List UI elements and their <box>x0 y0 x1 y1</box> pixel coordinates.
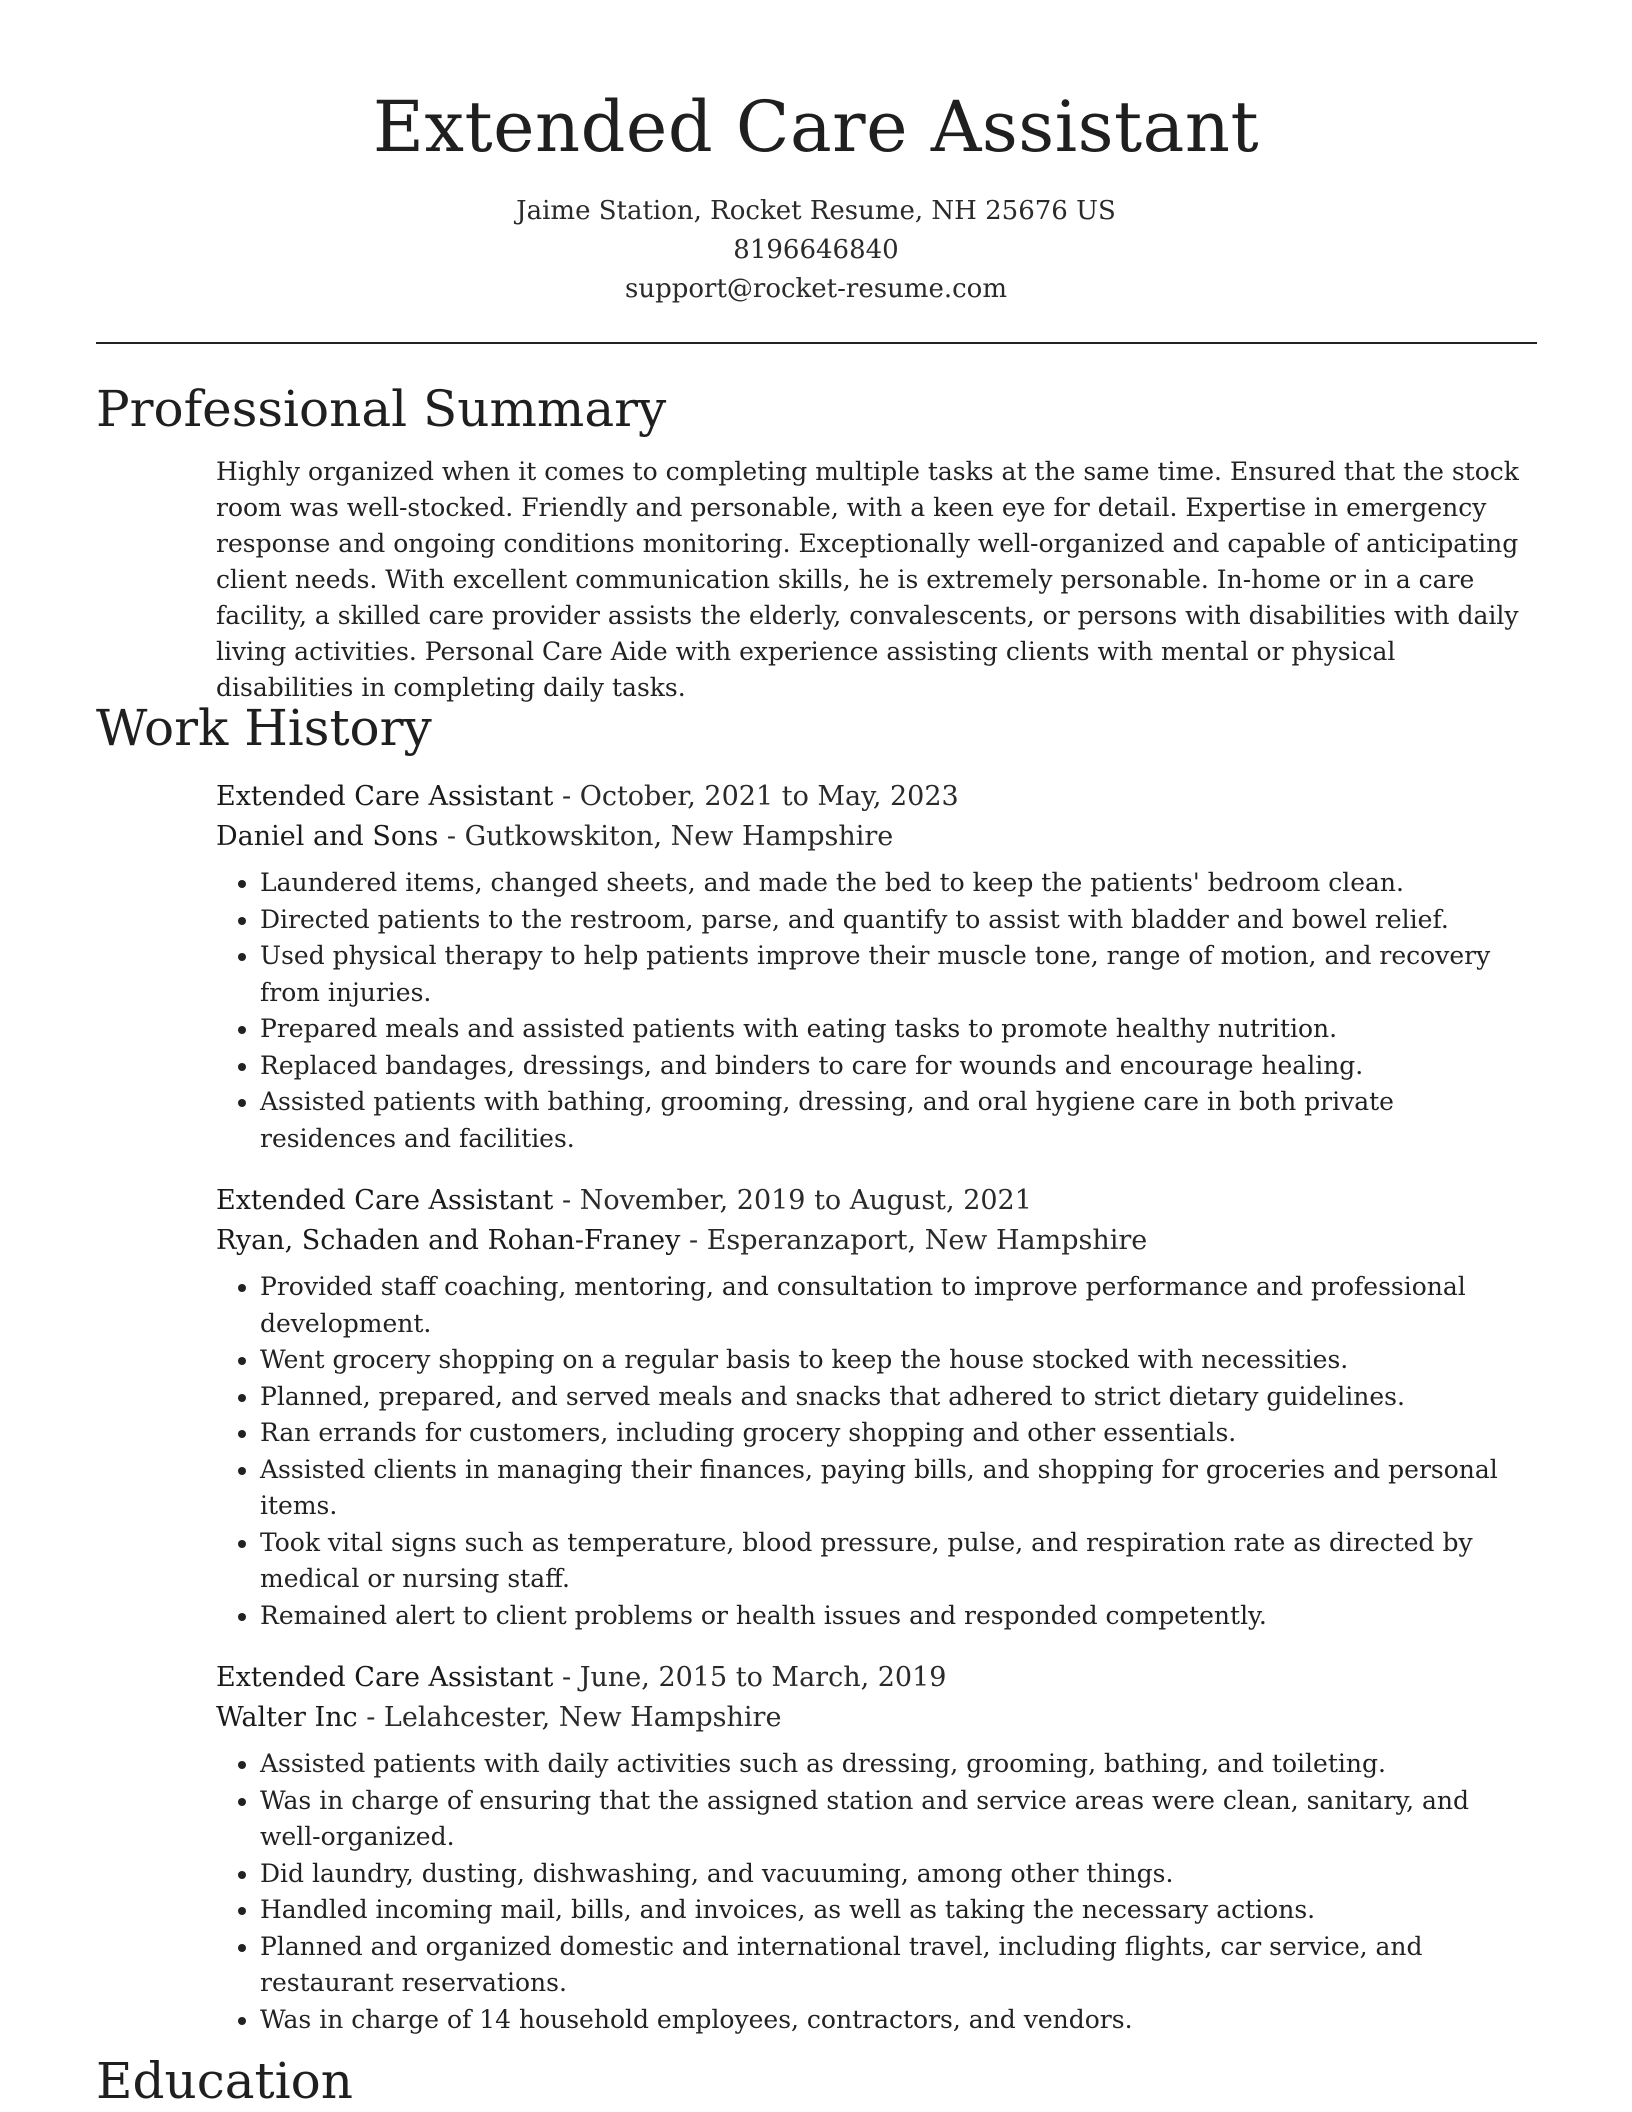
job-entry <box>216 777 1537 1157</box>
job-title: Extended Care Assistant <box>216 1185 554 1216</box>
job-title-line <box>216 1181 1537 1221</box>
job-bullet: • Ran errands for customers, including grocery shopping and other essentials. <box>260 1415 1537 1452</box>
job-bullet: • Assisted clients in managing their finances, paying bills, and shopping for groceries and personal items. <box>260 1452 1537 1525</box>
education-heading: Education <box>96 2052 353 2110</box>
contact-address: Jaime Station, Rocket Resume, NH 25676 US <box>516 196 1116 226</box>
job-bullet: • Planned and organized domestic and international travel, including flights, car service, and restaurant reservations. <box>260 1929 1537 2002</box>
job-bullets <box>216 865 1537 1157</box>
summary-heading: Professional Summary <box>96 380 667 438</box>
job-title: Extended Care Assistant <box>216 781 554 812</box>
job-entry <box>216 1658 1537 2038</box>
job-bullet: • Assisted patients with bathing, grooming, dressing, and oral hygiene care in both private residences and facilities. <box>260 1084 1537 1157</box>
job-company: Walter Inc <box>216 1702 358 1733</box>
job-bullet: • Went grocery shopping on a regular basis to keep the house stocked with necessities. <box>260 1342 1537 1379</box>
summary-section <box>96 378 1537 706</box>
job-bullet: • Did laundry, dusting, dishwashing, and vacuuming, among other things. <box>260 1856 1537 1893</box>
education-section <box>96 2050 1537 2112</box>
work-history-body <box>216 777 1537 2038</box>
job-dates: - November, 2019 to August, 2021 <box>553 1185 1032 1216</box>
job-title-line <box>216 1658 1537 1698</box>
work-history-section <box>96 697 1537 2062</box>
contact-email[interactable]: support@rocket-resume.com <box>624 274 1007 304</box>
job-bullet: • Assisted patients with daily activities such as dressing, grooming, bathing, and toileting. <box>260 1746 1537 1783</box>
job-bullet: • Prepared meals and assisted patients with eating tasks to promote healthy nutrition. <box>260 1011 1537 1048</box>
job-bullet: • Took vital signs such as temperature, blood pressure, pulse, and respiration rate as directed by medical or nursing staff. <box>260 1525 1537 1598</box>
job-location: - Esperanzaport, New Hampshire <box>680 1225 1148 1256</box>
job-bullets <box>216 1746 1537 2038</box>
work-history-heading: Work History <box>96 699 432 757</box>
job-bullet: • Directed patients to the restroom, parse, and quantify to assist with bladder and bowel relief. <box>260 902 1537 939</box>
job-entry <box>216 1181 1537 1634</box>
job-title-line <box>216 777 1537 817</box>
job-dates: - October, 2021 to May, 2023 <box>553 781 959 812</box>
job-bullets <box>216 1269 1537 1634</box>
job-bullet: • Handled incoming mail, bills, and invoices, as well as taking the necessary actions. <box>260 1892 1537 1929</box>
job-bullet: • Provided staff coaching, mentoring, and consultation to improve performance and professional development. <box>260 1269 1537 1342</box>
contact-phone: 8196646840 <box>733 235 899 265</box>
job-bullet: • Was in charge of ensuring that the assigned station and service areas were clean, sanitary, and well-organized. <box>260 1783 1537 1856</box>
job-bullet: • Remained alert to client problems or health issues and responded competently. <box>260 1598 1537 1635</box>
job-location: - Gutkowskiton, New Hampshire <box>438 821 894 852</box>
job-company-line <box>216 1221 1537 1261</box>
job-bullet: • Replaced bandages, dressings, and binders to care for wounds and encourage healing. <box>260 1048 1537 1085</box>
job-bullet: • Was in charge of 14 household employees, contractors, and vendors. <box>260 2002 1537 2039</box>
job-company: Daniel and Sons <box>216 821 439 852</box>
job-dates: - June, 2015 to March, 2019 <box>553 1662 947 1693</box>
job-location: - Lelahcester, New Hampshire <box>357 1702 782 1733</box>
resume-title: Extended Care Assistant <box>372 86 1260 168</box>
job-company-line <box>216 817 1537 857</box>
contact-block <box>0 192 1632 309</box>
job-company: Ryan, Schaden and Rohan-Franey <box>216 1225 681 1256</box>
summary-text: Highly organized when it comes to completing multiple tasks at the same time. Ensured that the stock room was well-stocked. Friendly and personable, with a keen eye for detail. Expertise in emergency response and ongoing conditions monitoring. Exceptionally well-organized and capable of anticipating client needs. With excellent communication skills, he is extremely personable. In-home or in a care facility, a skilled care provider assists the elderly, convalescents, or persons with disabilities with daily living activities. Personal Care Aide with experience assisting clients with mental or physical disabilities in completing daily tasks. <box>216 457 1519 702</box>
job-company-line <box>216 1698 1537 1738</box>
job-title: Extended Care Assistant <box>216 1662 554 1693</box>
job-bullet: • Laundered items, changed sheets, and made the bed to keep the patients' bedroom clean. <box>260 865 1537 902</box>
summary-body <box>216 454 1537 706</box>
job-bullet: • Planned, prepared, and served meals and snacks that adhered to strict dietary guidelines. <box>260 1379 1537 1416</box>
header-divider <box>96 342 1537 344</box>
resume-header <box>0 0 1632 309</box>
job-bullet: • Used physical therapy to help patients improve their muscle tone, range of motion, and recovery from injuries. <box>260 938 1537 1011</box>
